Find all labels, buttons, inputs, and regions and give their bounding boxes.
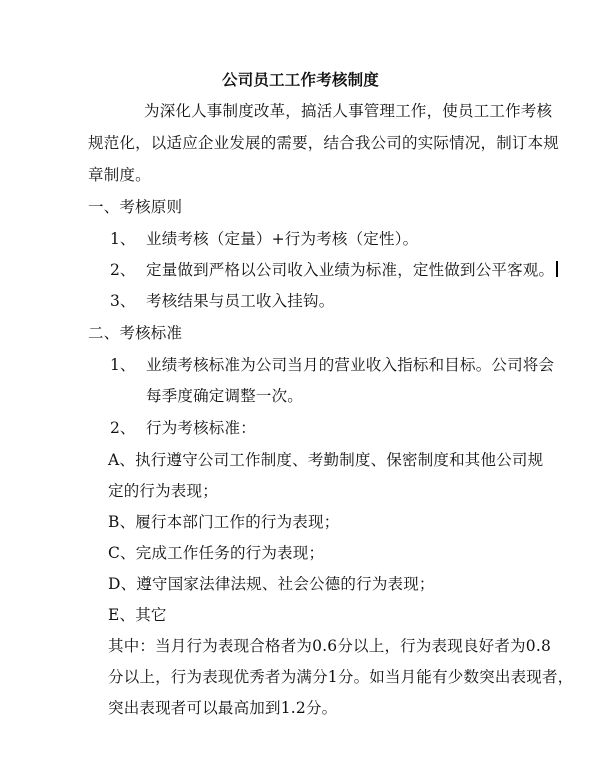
subitem-a-line-2: 定的行为表现； — [108, 482, 218, 500]
section1-item2-line — [146, 260, 558, 280]
section2-item1-number: 1、 — [110, 356, 136, 374]
document-title: 公司员工工作考核制度 — [222, 70, 380, 89]
subitem-c: C、完成工作任务的行为表现； — [108, 544, 325, 562]
subitem-b: B、履行本部门工作的行为表现； — [108, 513, 340, 531]
section1-item2-text: 定量做到严格以公司收入业绩为标准，定性做到公平客观。 — [146, 261, 555, 279]
section2-item1-line-2: 每季度确定调整一次。 — [146, 387, 304, 405]
text-cursor — [556, 261, 558, 277]
subitem-a-line-1: A、执行遵守公司工作制度、考勤制度、保密制度和其他公司规 — [108, 451, 544, 469]
section1-item3-number: 3、 — [110, 292, 136, 310]
subitem-d: D、遵守国家法律法规、社会公德的行为表现； — [108, 575, 435, 593]
section1-item1-number: 1、 — [110, 230, 136, 248]
section2-item1-line-1: 业绩考核标准为公司当月的营业收入指标和目标。公司将会 — [146, 356, 555, 374]
intro-line-3: 章制度。 — [88, 166, 151, 184]
section2-item2-text: 行为考核标准： — [146, 419, 256, 437]
section1-heading: 一、考核原则 — [88, 198, 183, 216]
subitem-e: E、其它 — [108, 606, 167, 624]
section1-item1-text: 业绩考核（定量）+行为考核（定性）。 — [146, 230, 419, 248]
section2-item2-number: 2、 — [110, 419, 136, 437]
intro-line-1: 为深化人事制度改革，搞活人事管理工作，使员工工作考核 — [144, 102, 553, 120]
intro-line-2: 规范化，以适应企业发展的需要，结合我公司的实际情况，制订本规 — [88, 134, 560, 152]
section2-heading: 二、考核标准 — [88, 324, 183, 342]
note-line-2: 分以上，行为表现优秀者为满分1分。如当月能有少数突出表现者， — [108, 668, 574, 686]
section1-item2-number: 2、 — [110, 261, 136, 279]
note-line-3: 突出表现者可以最高加到1.2分。 — [108, 699, 338, 717]
note-line-1: 其中：当月行为表现合格者为0.6分以上，行为表现良好者为0.8 — [108, 637, 552, 655]
section1-item3-text: 考核结果与员工收入挂钩。 — [146, 292, 335, 310]
